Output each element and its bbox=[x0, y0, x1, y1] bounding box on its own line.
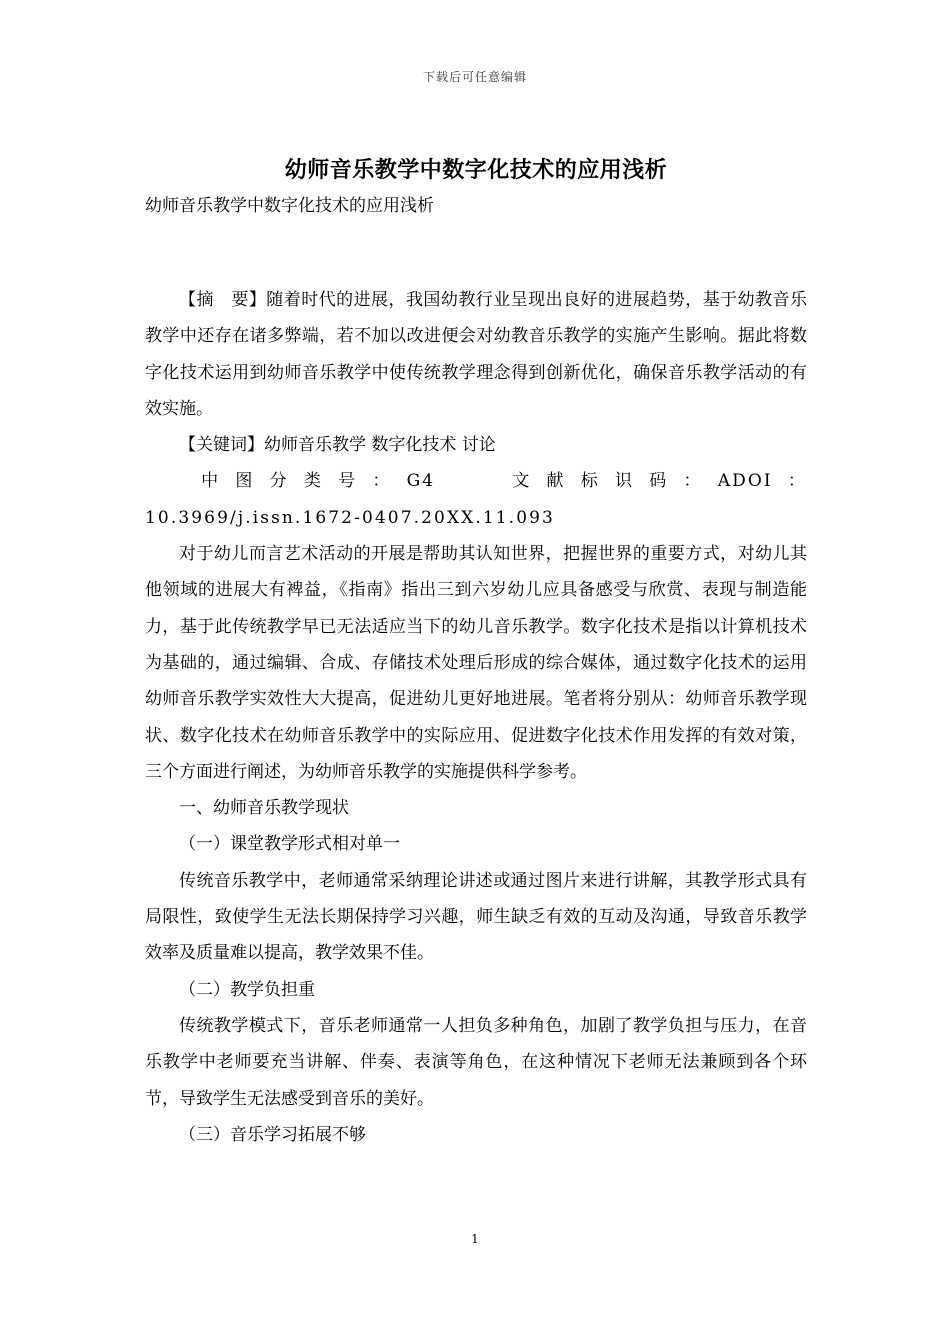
document-body bbox=[145, 150, 807, 1153]
document-code: 文献标识码：ADOI：10.3969/j.issn.1672-0407.20XX.11.093 bbox=[145, 471, 807, 528]
article-title: 幼师音乐教学中数字化技术的应用浅析 bbox=[284, 157, 668, 183]
clc-number: 中图分类号：G4 bbox=[201, 471, 436, 492]
subsection-heading-3: （三）音乐学习拓展不够 bbox=[179, 1124, 366, 1145]
abstract-paragraph: 【摘 要】随着时代的进展，我国幼教行业呈现出良好的进展趋势，基于幼教音乐教学中还存在诸多弊端，若不加以改进便会对幼教音乐教学的实施产生影响。据此将数字化技术运用到幼师音乐教学中使传统教学理念得到创新优化，确保音乐教学活动的有效实施。 bbox=[145, 290, 807, 419]
page-number: 1 bbox=[471, 1232, 479, 1246]
subsection-paragraph-1: 传统音乐教学中，老师通常采纳理论讲述或通过图片来进行讲解，其教学形式具有局限性，致使学生无法长期保持学习兴趣，师生缺乏有效的互动及沟通，导致音乐教学效率及质量难以提高，教学效果不佳。 bbox=[145, 870, 807, 964]
subsection-heading-1: （一）课堂教学形式相对单一 bbox=[179, 834, 400, 855]
classification-line bbox=[145, 463, 807, 536]
section-heading-1: 一、幼师音乐教学现状 bbox=[179, 798, 349, 819]
subsection-paragraph-2: 传统教学模式下，音乐老师通常一人担负多种角色，加剧了教学负担与压力，在音乐教学中老师要充当讲解、伴奏、表演等角色，在这种情况下老师无法兼顾到各个环节，导致学生无法感受到音乐的美好。 bbox=[145, 1015, 807, 1109]
keywords-line: 【关键词】幼师音乐教学 数字化技术 讨论 bbox=[179, 435, 496, 456]
article-subtitle: 幼师音乐教学中数字化技术的应用浅析 bbox=[145, 196, 434, 216]
page-header: 下载后可任意编辑 bbox=[422, 70, 527, 84]
subsection-heading-2: （二）教学负担重 bbox=[179, 979, 315, 1000]
intro-paragraph: 对于幼儿而言艺术活动的开展是帮助其认知世界，把握世界的重要方式，对幼儿其他领域的进展大有裨益，《指南》指出三到六岁幼儿应具备感受与欣赏、表现与制造能力，基于此传统教学早已无法适应当下的幼儿音乐教学。数字化技术是指以计算机技术为基础的，通过编辑、合成、存储技术处理后形成的综合媒体，通过数字化技术的运用幼师音乐教学实效性大大提高，促进幼儿更好地进展。笔者将分别从：幼师音乐教学现状、数字化技术在幼师音乐教学中的实际应用、促进数字化技术作用发挥的有效对策，三个方面进行阐述，为幼师音乐教学的实施提供科学参考。 bbox=[145, 544, 807, 782]
spacer bbox=[145, 222, 807, 282]
